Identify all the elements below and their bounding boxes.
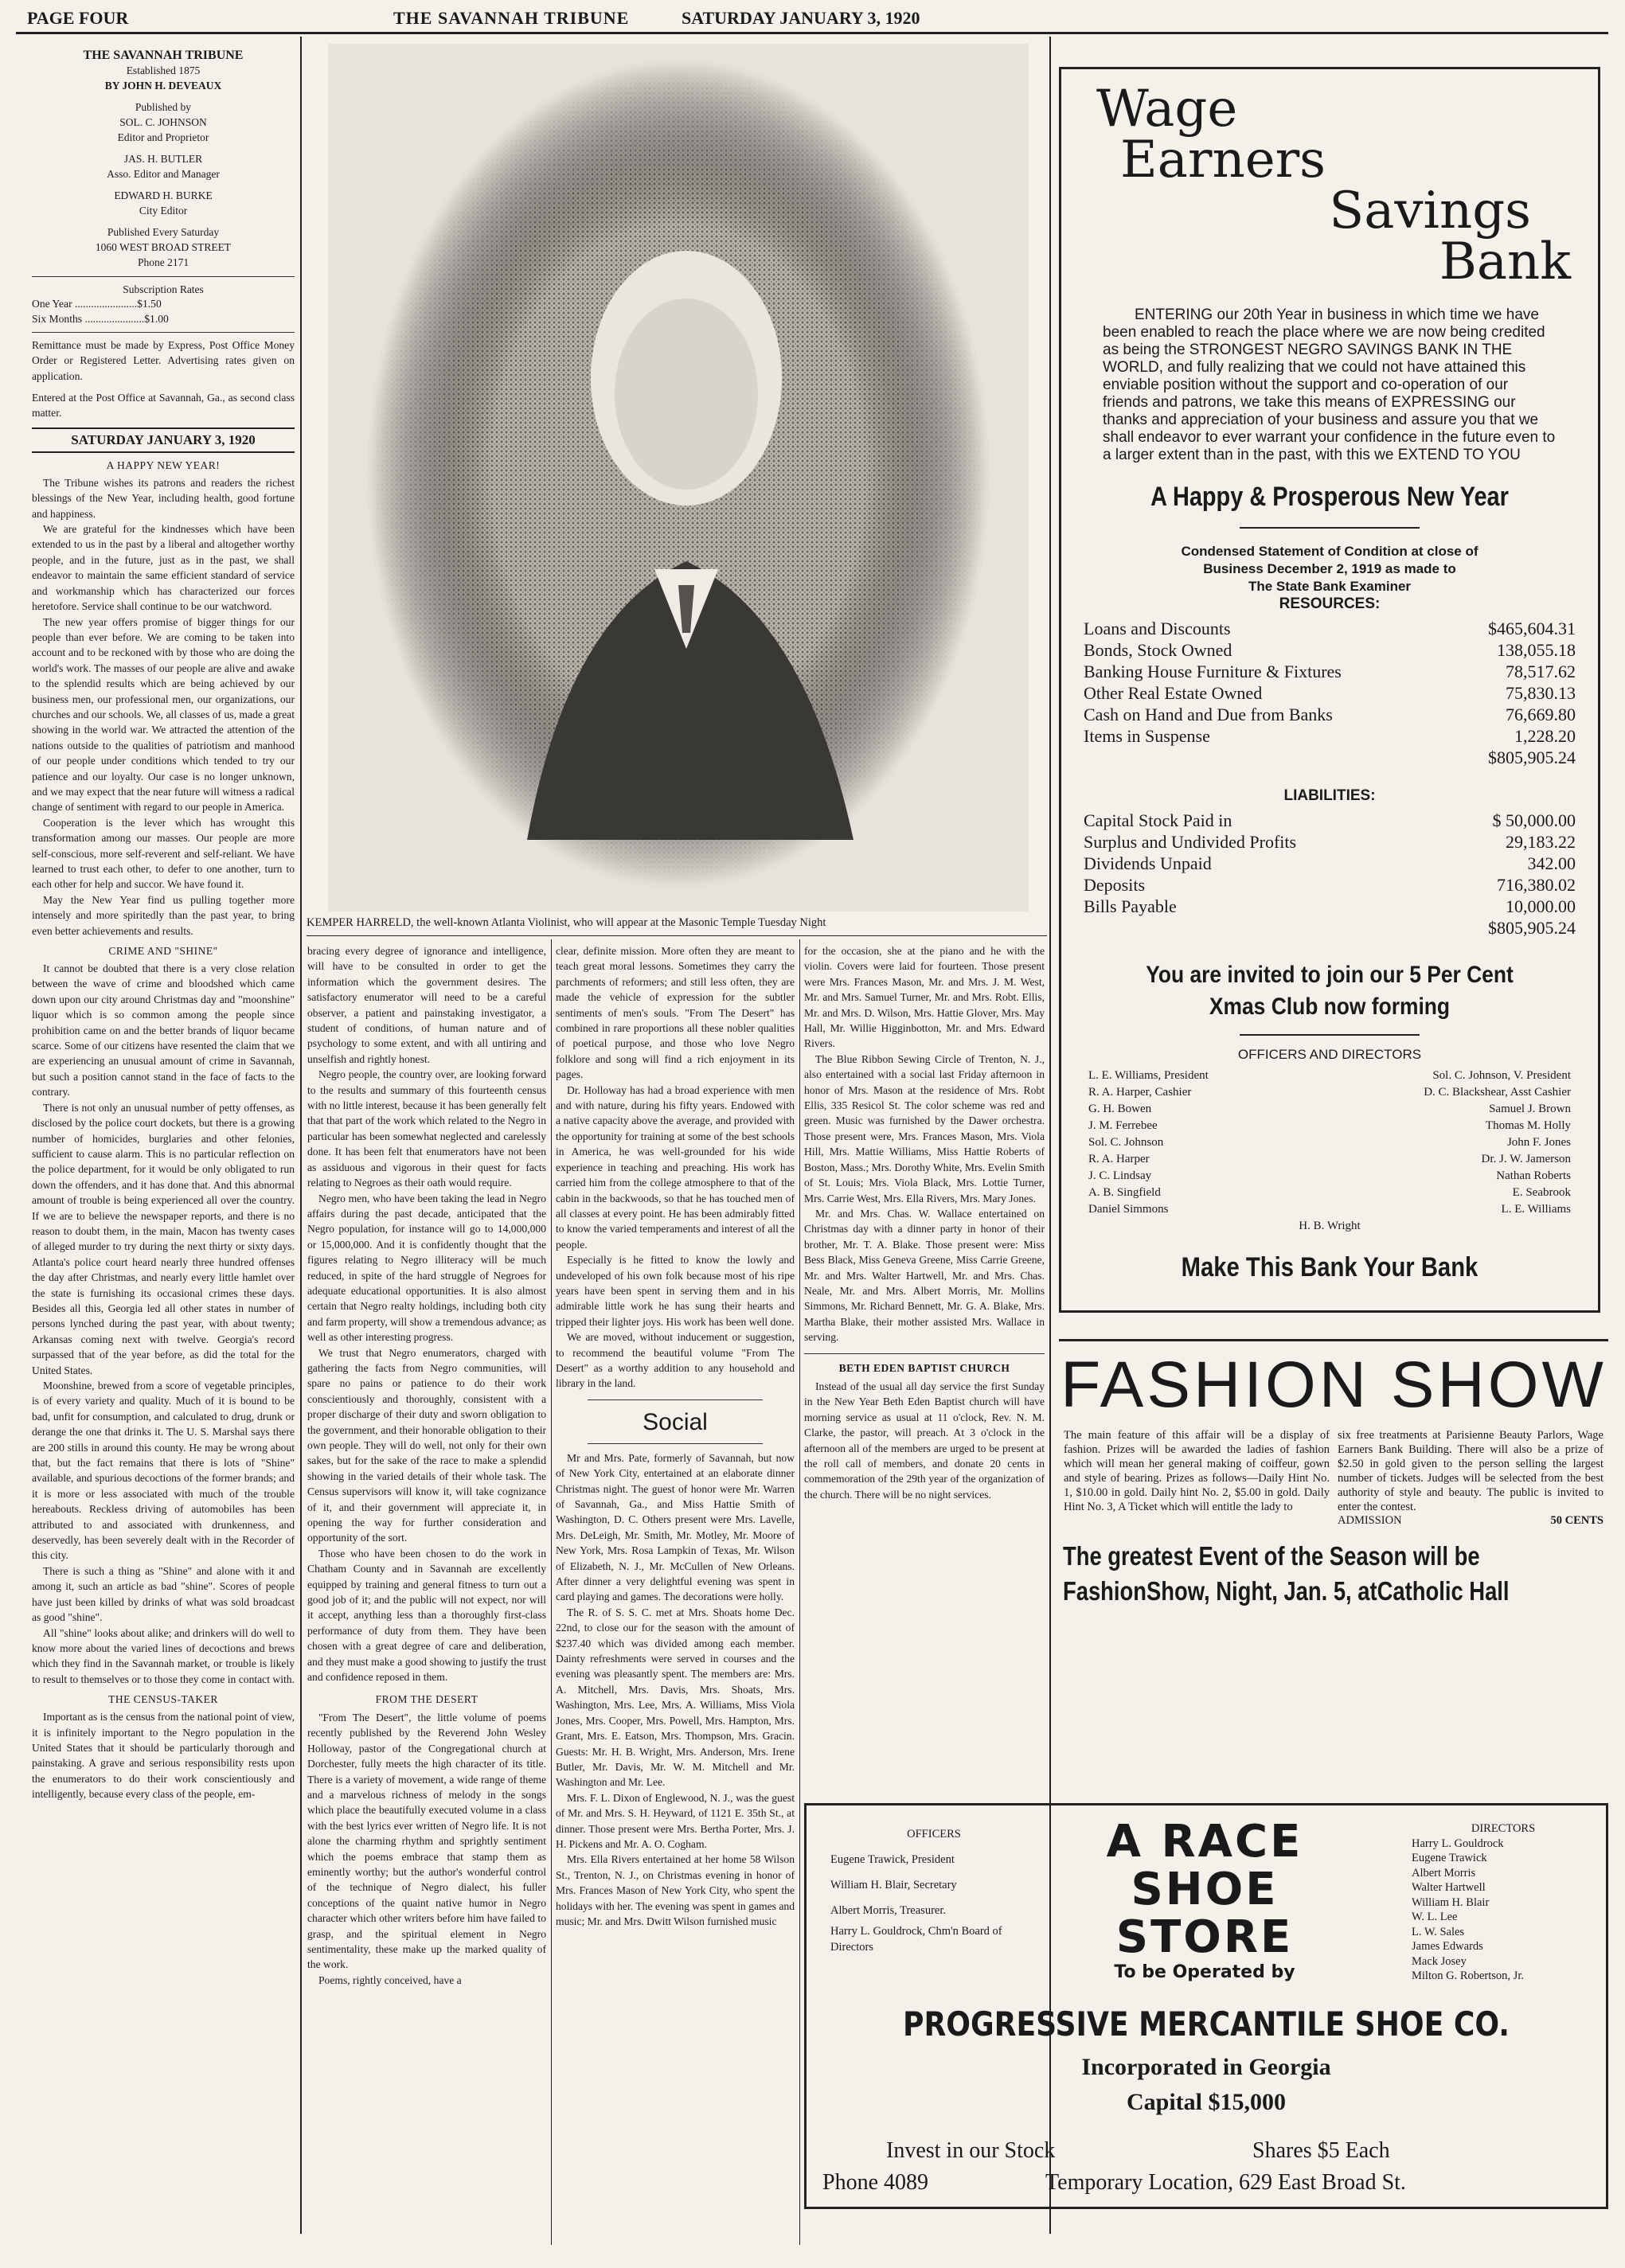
entered-note: Entered at the Post Office at Savannah, Ga., as second class matter. [32,392,295,420]
date-line: SATURDAY JANUARY 3, 1920 [71,431,256,447]
officer-row [1088,1134,1571,1151]
shoe-location: Temporary Location, 629 East Broad St. [1045,2170,1406,2195]
paragraph: The R. of S. S. C. met at Mrs. Shoats home Dec. 22nd, to close our for the season with the amount of $237.40 which was divided among each member. Dainty refreshments were served in courses and the evening was pleasantly spent. The members are: Mrs. A. Mitchell, Mrs. Davis, Mrs. Shoats, Mrs. Washington, Mrs. Lee, Mrs. A. Williams, Miss Viola Jones, Mrs. Cooper, Mrs. Powell, Mrs. Hampton, Mrs. Grant, Mrs. E. Eatson, Mrs. Thompson, Mrs. Gracin. Guests: Mr. H. B. Wright, Mrs. Anderson, Mrs. Irene Butler, Mr. Davis, Mr. W. M. Mitchell and Mr. Washington and Mr. Lee. [556,1606,795,1789]
officers-list [1080,1068,1579,1235]
liability-label: Capital Stock Paid in [1084,810,1232,830]
resource-total-value: $805,905.24 [1488,748,1576,767]
resource-total [1084,747,1576,768]
resource-label: Cash on Hand and Due from Banks [1084,705,1333,724]
resources-table [1080,618,1579,768]
operated-by: To be Operated by [1114,1962,1295,1982]
shoe-director: W. L. Lee [1412,1911,1458,1923]
officer-row [1088,1118,1571,1134]
masthead-line: Published by [135,101,192,113]
shoe-store-title [1037,1818,1372,1984]
liability-value: 29,183.22 [1506,832,1576,852]
masthead-line: JAS. H. BUTLER [123,153,203,165]
officer-name: H. B. Wright [1299,1220,1361,1232]
liability-value: 10,000.00 [1506,896,1576,916]
photo-caption: KEMPER HARRELD, the well-known Atlanta Violinist, who will appear at the Masonic Temple Tuesday Night [307,916,826,929]
violinist-portrait-image [328,44,1029,911]
officer-name: L. E. Williams, President [1088,1069,1209,1082]
liability-row [1084,810,1576,831]
shoe-officer: Eugene Trawick, President [830,1853,955,1866]
fashion-details-right: six free treatments at Parisienne Beauty Parlors, Wage Earners Bank Building. There will also be a prize of $2.50 in gold given to the person selling the largest number of tickets. Judges will be selected from the best authority of style and beauty. The public is invited to enter the contest. [1338,1429,1604,1513]
masthead-line: Published Every Saturday [107,226,220,238]
xmas-club: You are invited to join our 5 Per Cent Xmas Club now forming [1146,962,1514,1020]
resource-value: 1,228.20 [1514,726,1576,746]
rate-line: Six Months ......................$1.00 [32,313,169,326]
officer-name: G. H. Bowen [1088,1103,1152,1115]
bank-title [1080,80,1579,291]
officer-name: Dr. J. W. Jamerson [1481,1153,1571,1165]
shoe-director: Milton G. Robertson, Jr. [1412,1969,1524,1982]
officer-name: L. E. Williams [1501,1203,1571,1216]
officer-name: E. Seabrook [1512,1186,1571,1199]
shoe-director: Eugene Trawick [1412,1852,1487,1864]
bank-title-line: Wage [1096,80,1238,139]
officer-name: Thomas M. Holly [1485,1119,1571,1132]
masthead-line: City Editor [139,205,188,217]
statement-line: Condensed Statement of Condition at close of [1181,544,1479,559]
resource-label: Other Real Estate Owned [1084,683,1263,703]
fashion-top-rule [1059,1339,1608,1341]
col-rule-1 [300,37,302,2234]
paragraph: bracing every degree of ignorance and intelligence, will have to be consulted in order to get the information which the government desires. The satisfactory enumerator will need to be a careful observer, a patient and painstaking investigator, a student of conditions, of human nature and of psychology to some extent, and with all untiring and unselfish and rightly honest. [307,945,546,1065]
paragraph: It cannot be doubted that there is a very close relation between the wave of crime and bloodshed which came down upon our city around Christmas day and "moonshine" liquor which is so common among the people since prohibition came on and the better brands of liquor became scarce. Some of our citizens have resented the claim that we are experiencing an unusual amount of crime in Savannah, but such a position cannot stand in the face of facts to the contrary. [32,962,295,1099]
masthead-line: Established 1875 [126,64,201,76]
shoe-shares: Shares $5 Each [1252,2138,1390,2163]
shoe-director: William H. Blair [1412,1895,1490,1909]
masthead [32,48,295,270]
masthead-line: Editor and Proprietor [117,131,209,143]
shoe-officer: William H. Blair, Secretary [830,1879,957,1891]
officer-row [1088,1068,1571,1084]
liability-row [1084,874,1576,896]
rates-title: Subscription Rates [123,283,204,295]
shoe-title-line: STORE [1115,1911,1294,1963]
paragraph: Mrs. F. L. Dixon of Englewood, N. J., was the guest of Mr. and Mrs. S. H. Heyward, of 1121 E. 35th St., at dinner. Those present were Mrs. Bertha Porter, Mrs. J. H. Pickens and Mr. A. O. Cogham. [556,1791,795,1850]
officer-name: D. C. Blackshear, Asst Cashier [1424,1086,1571,1099]
officer-name: Sol. C. Johnson, V. President [1432,1069,1571,1082]
masthead-line: BY JOHN H. DEVEAUX [104,80,222,92]
resource-value: 78,517.62 [1506,662,1576,681]
shoe-director: Harry L. Gouldrock [1412,1837,1504,1850]
paragraph: All "shine" looks about alike; and drinkers will do well to know more about the varied lines of decoctions and brews which they find in the Savannah market, or trouble is likely to result to themselves or to those they come in contact with. [32,1626,295,1685]
paragraph: There is such a thing as "Shine" and alone with it and among it, such an article as bad "shine". Scores of people have just been killed by drinks of what was sold broadcast as good "shine". [32,1564,295,1624]
officer-name: R. A. Harper, Cashier [1088,1086,1192,1099]
shoe-store-ad [804,1803,1608,2209]
liability-row [1084,831,1576,853]
liability-row [1084,853,1576,874]
paper-name: THE SAVANNAH TRIBUNE [393,8,630,28]
liability-value: 342.00 [1527,853,1576,873]
shoe-directors-title: DIRECTORS [1471,1822,1536,1835]
paragraph: Especially is he fitted to know the lowly and undeveloped of his own folk because most of his ripe years have been spent in serving them and in his admirable little work he has sung their hearts and tripped their lighter joys. His work has been well done. [556,1254,795,1328]
shoe-officer: Albert Morris, Treasurer. [830,1904,946,1917]
officer-name: R. A. Harper [1088,1153,1150,1165]
liability-value: $ 50,000.00 [1492,810,1576,830]
bank-title-line: Earners [1120,131,1326,189]
statement-line: Business December 2, 1919 as made to [1203,561,1456,576]
fashion-title: FASHION SHOW [1061,1349,1607,1421]
liability-label: Deposits [1084,875,1145,895]
officer-name: Daniel Simmons [1088,1203,1169,1216]
bank-slogan: Make This Bank Your Bank [1181,1252,1479,1282]
paragraph: We trust that Negro enumerators, charged with gathering the facts from Negro communities, will spare no pains or patience to do their work conscientiously and thoroughly, consistent with a proper discharge of their duty and sworn obligation to the government, and their honorable obligation to their own people. They will do well, not only for their own sakes, but for the sake of the race to make a splendid showing in the varied details of their whole task. The Census supervisors will know it, will take cognizance of it, and their government will appreciate it, in opening the way for further consideration and opportunity of the sort. [307,1346,546,1544]
paragraph: Negro men, who have been taking the lead in Negro affairs during the past decade, anticipated that the Negro population, for instance will go to 14,000,000 or 15,000,000. And it is confidently thought that the figures relating to Negro illiteracy will be much reduced, in spite of the hard struggle of Negroes for adequate educational opportunities. It is also almost certain that Negro realty holdings, including both city and farm property, will show a tremendous advance; as well as other interesting progress. [307,1192,546,1344]
article-crime-and-shine [32,961,295,1687]
resource-row [1084,704,1576,725]
fashion-details-left: The main feature of this affair will be a display of fashion. Prizes will be awarded the ladies of fashion which will mean her general making of coiffeur, gown and style of bearing. Prizes as follows—Daily Hint No. 1, $10.00 in gold. Daily hint No. 2, $5.00 in gold. Daily Hint No. 3, A Ticket which will entitle the lady to [1064,1429,1330,1513]
shoe-officers [830,1821,1037,1955]
paragraph: May the New Year find us pulling together more intensely and more spiritedly than the past year, to bring even better achievements and results. [32,893,295,937]
article-title: CRIME AND "SHINE" [108,945,218,958]
caption-rule [307,935,1047,936]
paragraph: for the occasion, she at the piano and he with the violin. Covers were laid for fourteen. Those present were Mrs. Frances Mason, Mr. and Mrs. J. M. West, Mr. and Mrs. Samuel Turner, Mr. and Mrs. Robt. Ellis, Mr. and Mrs. D. Wilson, Mrs. Hattie Glover, Mrs. May Hall, Mr. Willie Higginbotton, Mr. and Mrs. Edward Rivers. [804,945,1045,1050]
column-3 [556,943,795,2249]
article-title: BETH EDEN BAPTIST CHURCH [838,1361,1010,1374]
article-title: A HAPPY NEW YEAR! [106,459,221,471]
liability-total-value: $805,905.24 [1488,918,1576,938]
paragraph: The Blue Ribbon Sewing Circle of Trenton, N. J., also entertained with a social last Friday afternoon in honor of Mrs. Mason at the residence of Mrs. Robt Ellis, 335 Resicol St. The color scheme was red and green. Music was furnished by the Dawer orchestra. Those present were, Mrs. Frances Mason, Mrs. Viola Hill, Mrs. Mattie Williams, Miss Hattie Roberts of Boston, Mass.; Mrs. Dorothy White, Mrs. Evelin Smith of St. Louis; Mrs. Viola Black, Mrs. Lottie Turner, Mrs. Carrie West, Mrs. Ella Rivers, Mrs. Mary Jones. [804,1052,1045,1204]
resource-row [1084,661,1576,682]
shoe-title-line: SHOE [1131,1864,1279,1915]
col-rule-a [551,939,552,2245]
paragraph: Important as is the census from the national point of view, it is infinitely important to the Negro population in the United States that it should be particularly thorough and painstaking. A grave and serious responsibility rests upon the enumerators to do their work conscientiously and intelligently, because every class of the people, em- [32,1711,295,1801]
bank-intro: ENTERING our 20th Year in business in which time we have been enabled to reach the place where we are now being credited as being the STRONGEST NEGRO SAVINGS BANK IN THE WORLD, and fully realizing that we could not have attained this enviable position without the support and co-operation of our friends and patrons, we take this means of EXPRESSING our thanks and appreciation of your business and assure you that we shall endeavor to ever warrant your confidence in the future even to a larger extent than in the past, with this we EXTEND TO YOU [1103,306,1556,463]
paragraph: We are moved, without inducement or suggestion, to recommend the beautiful volume "From The Desert" as a worthy addition to any household and library in the land. [556,1331,795,1390]
liabilities-title: LIABILITIES: [1283,787,1376,804]
fashion-show-ad [1059,1345,1608,1664]
officer-name: J. M. Ferrebee [1088,1119,1158,1132]
resource-label: Items in Suspense [1084,726,1210,746]
officer-row [1088,1084,1571,1101]
page-number: PAGE FOUR [27,8,129,28]
liability-label: Dividends Unpaid [1084,853,1212,873]
officer-row [1088,1101,1571,1118]
article-title: FROM THE DESERT [375,1692,479,1705]
resource-value: 76,669.80 [1506,705,1576,724]
officers-title: OFFICERS AND DIRECTORS [1237,1047,1422,1062]
paragraph: Mr and Mrs. Pate, formerly of Savannah, but now of New York City, entertained at an elaborate dinner Christmas night. The guest of honor were Mr. Warren of Savannah, Ga., and Miss Hattie Smith of Washington, D. C. Others present were Mrs. Lavelle, Mrs. DeLeigh, Mr. Smith, Mr. Motley, Mr. Moore of New York, Mrs. Rosa Lampkin of Texas, Mr. Wilson of Elizabeth, N. J., Mr. McCullen of New Orleans. After dinner a very delightful evening was spent in card playing and games. The decorations were holly. [556,1451,795,1603]
resource-row [1084,682,1576,704]
portrait-photo [328,44,1029,911]
paragraph: Those who have been chosen to do the work in Chatham County and in Savannah are excellently equipped by training and general fitness to turn out a good job of it; and the public will not expect, nor will it accept, anything less than a thoroughly first-class performance of duty from them. They have been chosen with a great degree of care and deliberation, and they must make a good showing to justify the trust and confidence reposed in them. [307,1547,546,1684]
masthead-line: SOL. C. JOHNSON [119,116,207,128]
paragraph: Dr. Holloway has had a broad experience with men and with nature, during his fifty years. Endowed with a native capacity above the average, and provided with the opportunity for training at some of the best schools in America, he was well-grounded for his wide experience in teaching and preaching. His work has carried him from the college atmosphere to that of the cabin in the backwoods, so that he has touched men of all classes at every point. He has been admirably fitted to know the varied temperaments and interest of all the people. [556,1083,795,1251]
column-4 [804,943,1045,1779]
article-title: THE CENSUS-TAKER [108,1693,218,1706]
paragraph: Mr. and Mrs. Chas. W. Wallace entertained on Christmas day with a dinner party in honor of their brother, Mr. T. A. Blake. Those present were: Miss Bess Black, Miss Geneva Greene, Miss Carrie Greene, Mr. and Mrs. Walter Hartwell, Mr. and Mrs. Chas. Neale, Mr. and Mrs. Albert Morris, Mr. Mollins Simmons, Mr. Richard Bennett, Mr. G. A. Blake, Mrs. Martha Blake, their mother assisted Mrs. Wallace in serving. [804,1207,1045,1344]
shoe-incorporated: Incorporated in Georgia [1081,2054,1331,2080]
column-1 [32,48,295,2245]
shoe-invest: Invest in our Stock [886,2138,1056,2163]
remittance-note: Remittance must be made by Express, Post Office Money Order or Registered Letter. Advertising rates given on application. [32,338,295,382]
paragraph: Cooperation is the lever which has wrought this transformation among our masses. Our people are more self-conscious, more self-reverent and self-reliant. We have learned to trust each other, to defer to one another, turn to each other for help and succor. We have found it. [32,816,295,891]
shoe-director: James Edwards [1412,1940,1483,1953]
paragraph: The Tribune wishes its patrons and readers the richest blessings of the New Year, including health, good fortune and happiness. [32,476,295,520]
shoe-director: Walter Hartwell [1412,1881,1486,1894]
shoe-director: Mack Josey [1412,1954,1467,1968]
issue-date: SATURDAY JANUARY 3, 1920 [682,8,920,28]
bank-ad [1059,67,1600,1313]
resource-value: 75,830.13 [1506,683,1576,703]
paragraph: clear, definite mission. More often they are meant to teach great moral lessons. Sometimes they carry the parchments of reformers; and still less often, they are made the vehicle of expression for the subtler sentiments of men's souls. "From The Desert" has combined in rare proportions all these nobler qualities of poetical purpose, and those who love Negro folklore and song will find a rich enjoyment in its pages. [556,945,795,1081]
bank-title-line: Bank [1439,232,1571,291]
shoe-phone: Phone 4089 [822,2170,928,2195]
officer-row [1088,1168,1571,1185]
article-census-taker [32,1709,295,1802]
officer-row [1088,1185,1571,1201]
col-rule-b [799,939,800,2245]
paragraph: The new year offers promise of bigger things for our people than ever before. We are coming to be taken into account and to be reckoned with by those who are doing the world's work. The masses of our people are alive and awake to the splendid results which are being achieved by our business men, our professional men, our organizations, our churches and our schools. We, all classes of us, made a great showing in the world war. We attracted the attention of the nations outside to the qualities of patriotism and manhood of our people under conditions which tended to try our patience and our loyalty. Our case is no longer unknown, and we may expect that the near future will witness a radical change of sentiment with regard to our people in America. [32,615,295,814]
shoe-directors [1412,1821,1595,1984]
paragraph: Poems, rightly conceived, have a [318,1973,462,1986]
liability-value: 716,380.02 [1497,875,1576,895]
social-title: Social [643,1408,708,1435]
admission-price: 50 CENTS [1550,1514,1604,1527]
shoe-title-line: A RACE [1106,1816,1303,1868]
article-happy-new-year [32,475,295,939]
liability-label: Bills Payable [1084,896,1177,916]
resources-title: RESOURCES: [1279,595,1381,612]
paragraph: Negro people, the country over, are looking forward to the results and summary of this fourteenth census with no little interest, because it has been generally felt that that part of the work which related to the Negro in particular has been somewhat neglected and carelessly done. It has been felt that enumerators have not been as assiduous and vigorous in their quest for facts relating to Negroes as their oath would require. [307,1068,546,1189]
bank-statement [1080,543,1579,613]
masthead-line: Phone 2171 [137,256,189,268]
officer-name: A. B. Singfield [1088,1186,1161,1199]
shoe-director: Albert Morris [1412,1866,1476,1880]
officer-name: Sol. C. Johnson [1088,1136,1164,1149]
resource-value: $465,604.31 [1488,619,1576,638]
paragraph: Moonshine, brewed from a score of vegetable principles, is of every variety and quality. Much of it is bound to be bad, unfit for consumption, and calculated to drug, drunk or derange the one that drinks it. The U. S. Marshal says there are 200 stills in around this county. He may be wrong about that, but the fact remains that there is lots of "Shine" available, and spurious decoctions of the former brands; and it is more or less associated with much of the trouble hereabouts. Reckless driving of automobiles has been attributed to and associated with drunkenness, and deservedly, has been severely dealt with in the Recorder of this city. [32,1380,295,1562]
fashion-event-banner: The greatest Event of the Season will be FashionShow, Night, Jan. 5, atCatholic Hall [1062,1541,1510,1606]
statement-line: The State Bank Examiner [1248,579,1412,594]
paragraph: "From The Desert", the little volume of poems recently published by the Reverend John Wesley Holloway, pastor of the Congregational church at Dorchester, fully meets the high character of its title. There is a variety of movement, a wide range of theme and a marvelous richness of melody in the songs which place the beautifully executed volume in a class with the best lyrics ever written of Negro life. It is not alone the charming rhythm and sprightly sentiment which the poems embrace that stamp them as eminently worthy; but the author's wonderful control of the technique of Negro dialect, his fuller conceptions of the quaint native humor in Negro character which other writers before him have failed to grasp, and the spiritual element in Negro sentimentality, these make up the marked quality of the work. [307,1711,546,1971]
resource-label: Bonds, Stock Owned [1084,640,1232,660]
resource-row [1084,618,1576,639]
resource-row [1084,725,1576,747]
officer-row [1088,1151,1571,1168]
column-2 [307,943,546,2249]
officer-name: Samuel J. Brown [1489,1103,1571,1115]
bank-title-line: Savings [1329,182,1531,240]
masthead-title: THE SAVANNAH TRIBUNE [83,49,244,62]
masthead-line: Asso. Editor and Manager [107,168,220,180]
liability-label: Surplus and Undivided Profits [1084,832,1297,852]
officer-row [1088,1201,1571,1218]
paragraph: We are grateful for the kindnesses which have been extended to us in the past by a liberal and altogether worthy people, and in the future, just as in the past, we shall endeavor to maintain the same efficient standard of service and workmanship which has characterized our forces heretofore. Service shall continue to be our watchword. [32,523,295,613]
masthead-line: 1060 WEST BROAD STREET [95,241,232,253]
paragraph: There is not only an unusual number of petty offenses, as disclosed by the police court dockets, but there is a growing number of homicides, burglaries and other felonies, sufficient to cause alarm. This is no particular reflection on the police department, for it would be only obligated to run down the offenders, and it has done that. And this abnormal amount of trouble is being experienced all over the country. If we are to believe the newspaper reports, and there is no reason to doubt them, in the main, Macon has twenty cases of alleged murder to try during the next thirty or sixty days. Atlanta's police court heard nearly three hundred offenses the day after Christmas, and nearly every little hamlet over the state is furnishing its occasional crimes these days. Besides all this, Georgia led all other states in number of persons lynched during the past year, with about twenty; Arkansas coming next with twelve. Georgia's record surpassed that of the year before, as did the total for the United States. [32,1101,295,1376]
officer-name: Nathan Roberts [1496,1169,1571,1182]
resource-label: Banking House Furniture & Fixtures [1084,662,1342,681]
shoe-officers-title: OFFICERS [907,1828,961,1841]
shoe-capital: Capital $15,000 [1126,2089,1286,2115]
shoe-director: L. W. Sales [1412,1925,1465,1938]
new-year-banner: A Happy & Prosperous New Year [1150,482,1509,512]
resource-label: Loans and Discounts [1084,619,1231,638]
rate-line: One Year .......................$1.50 [32,298,162,310]
resource-value: 138,055.18 [1497,640,1576,660]
shoe-company: PROGRESSIVE MERCANTILE SHOE CO. [903,2005,1510,2044]
resource-row [1084,639,1576,661]
officer-name: John F. Jones [1506,1136,1571,1149]
paragraph: Mrs. Ella Rivers entertained at her home 58 Wilson St., Trenton, N. J., on Christmas evening in honor of Mrs. Frances Mason of New York City, who spent the holidays with her. The evening was spent in games and music; Mr. and Mrs. Dwitt Wilson furnished music [556,1853,795,1927]
liability-row [1084,896,1576,917]
paragraph: Instead of the usual all day service the first Sunday in the New Year Beth Eden Baptist church will have morning service as usual at 11 o'clock, Rev. N. M. Clarke, the pastor, will preach. At 3 o'clock in the afternoon all of the members are urged to be present at the roll call of members, and donate 20 cents in commemoration of the 29th year of the organization of the church. There will be no night services. [804,1380,1045,1501]
liabilities-table [1080,810,1579,939]
header-rule [16,32,1608,34]
liability-total [1084,917,1576,939]
masthead-line: EDWARD H. BURKE [114,189,213,201]
admission-label: ADMISSION [1338,1514,1402,1527]
shoe-officer: Harry L. Gouldrock, Chm'n Board of Directors [830,1925,1002,1954]
officer-name: J. C. Lindsay [1088,1169,1152,1182]
page-header [11,5,1611,32]
